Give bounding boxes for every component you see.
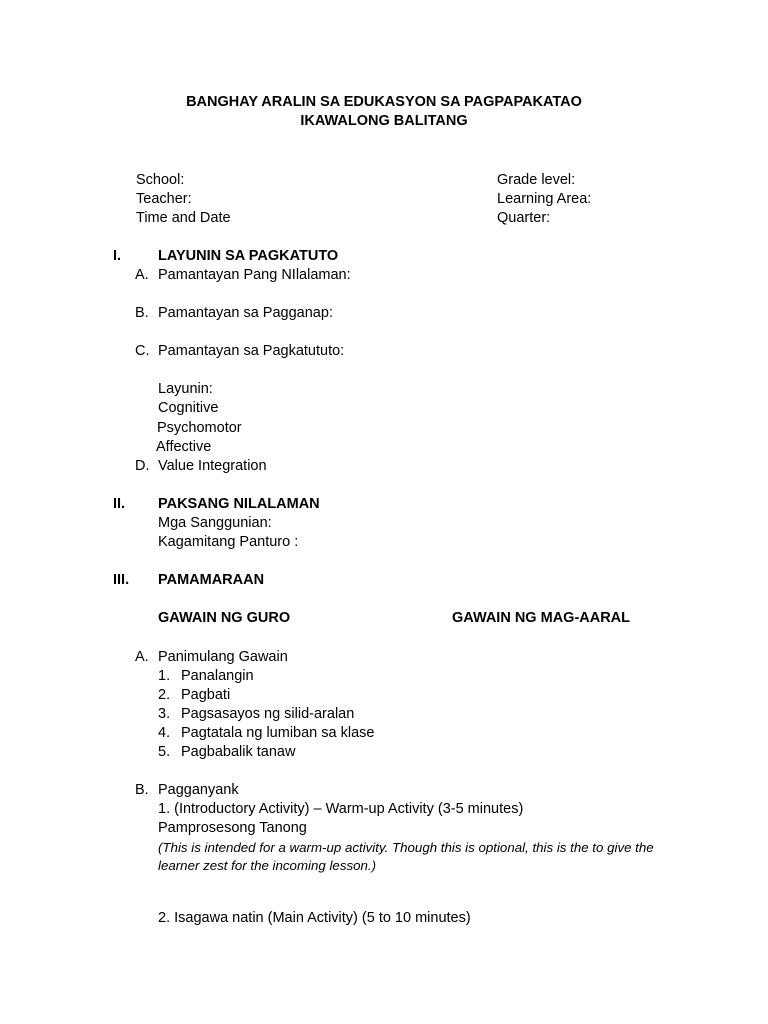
grade-level-label: Grade level:	[497, 172, 576, 188]
quarter-label: Quarter:	[497, 210, 551, 226]
list-item: Pagbati	[181, 687, 231, 703]
list-number: 4.	[158, 725, 171, 741]
list-marker-b: B.	[135, 782, 149, 798]
list-item: Pagtatala ng lumiban sa klase	[181, 725, 375, 741]
learning-area-label: Learning Area:	[497, 191, 592, 207]
list-item: Pagsasayos ng silid-aralan	[181, 706, 355, 722]
section-1-heading: LAYUNIN SA PAGKATUTO	[158, 248, 339, 264]
pamantayan-sa-pagkatututo: Pamantayan sa Pagkatututo:	[158, 343, 345, 359]
activity-note: (This is intended for a warm-up activity. Though this is optional, this is the to give the	[158, 840, 654, 855]
mga-sanggunian-label: Mga Sanggunian:	[158, 515, 272, 531]
section-3-heading: PAMAMARAAN	[158, 572, 265, 588]
time-date-label: Time and Date	[136, 210, 231, 226]
document-title: BANGHAY ARALIN SA EDUKASYON SA PAGPAPAKATAO	[186, 94, 582, 110]
list-marker-c: C.	[135, 343, 150, 359]
section-3-numeral: III.	[113, 572, 130, 588]
pamantayan-pang-nilalaman: Pamantayan Pang NIlalaman:	[158, 267, 351, 283]
value-integration: Value Integration	[158, 458, 267, 474]
school-label: School:	[136, 172, 185, 188]
kagamitang-panturo-label: Kagamitang Panturo :	[158, 534, 299, 550]
list-marker-d: D.	[135, 458, 150, 474]
main-activity: 2. Isagawa natin (Main Activity) (5 to 10 minutes)	[158, 910, 471, 926]
list-item: Panalangin	[181, 668, 254, 684]
column-header-mag-aaral: GAWAIN NG MAG-AARAL	[452, 610, 631, 626]
section-2-heading: PAKSANG NILALAMAN	[158, 496, 320, 512]
list-marker-a: A.	[135, 649, 149, 665]
section-2-numeral: II.	[113, 496, 126, 512]
list-marker-b: B.	[135, 305, 149, 321]
section-1-numeral: I.	[113, 248, 122, 264]
psychomotor-label: Psychomotor	[157, 420, 242, 436]
pamprosesong-tanong: Pamprosesong Tanong	[158, 820, 307, 836]
activity-note: learner zest for the incoming lesson.)	[158, 858, 377, 873]
list-number: 2.	[158, 687, 171, 703]
list-number: 5.	[158, 744, 171, 760]
list-marker-a: A.	[135, 267, 149, 283]
layunin-label: Layunin:	[158, 381, 213, 397]
cognitive-label: Cognitive	[158, 400, 219, 416]
panimulang-gawain: Panimulang Gawain	[158, 649, 288, 665]
introductory-activity: 1. (Introductory Activity) – Warm-up Activity (3-5 minutes)	[158, 801, 524, 817]
pagganyank: Pagganyank	[158, 782, 239, 798]
list-item: Pagbabalik tanaw	[181, 744, 296, 760]
pamantayan-sa-pagganap: Pamantayan sa Pagganap:	[158, 305, 333, 321]
affective-label: Affective	[156, 439, 212, 455]
list-number: 3.	[158, 706, 171, 722]
document-subtitle: IKAWALONG BALITANG	[300, 113, 468, 129]
teacher-label: Teacher:	[136, 191, 192, 207]
column-header-guro: GAWAIN NG GURO	[158, 610, 291, 626]
list-number: 1.	[158, 668, 171, 684]
